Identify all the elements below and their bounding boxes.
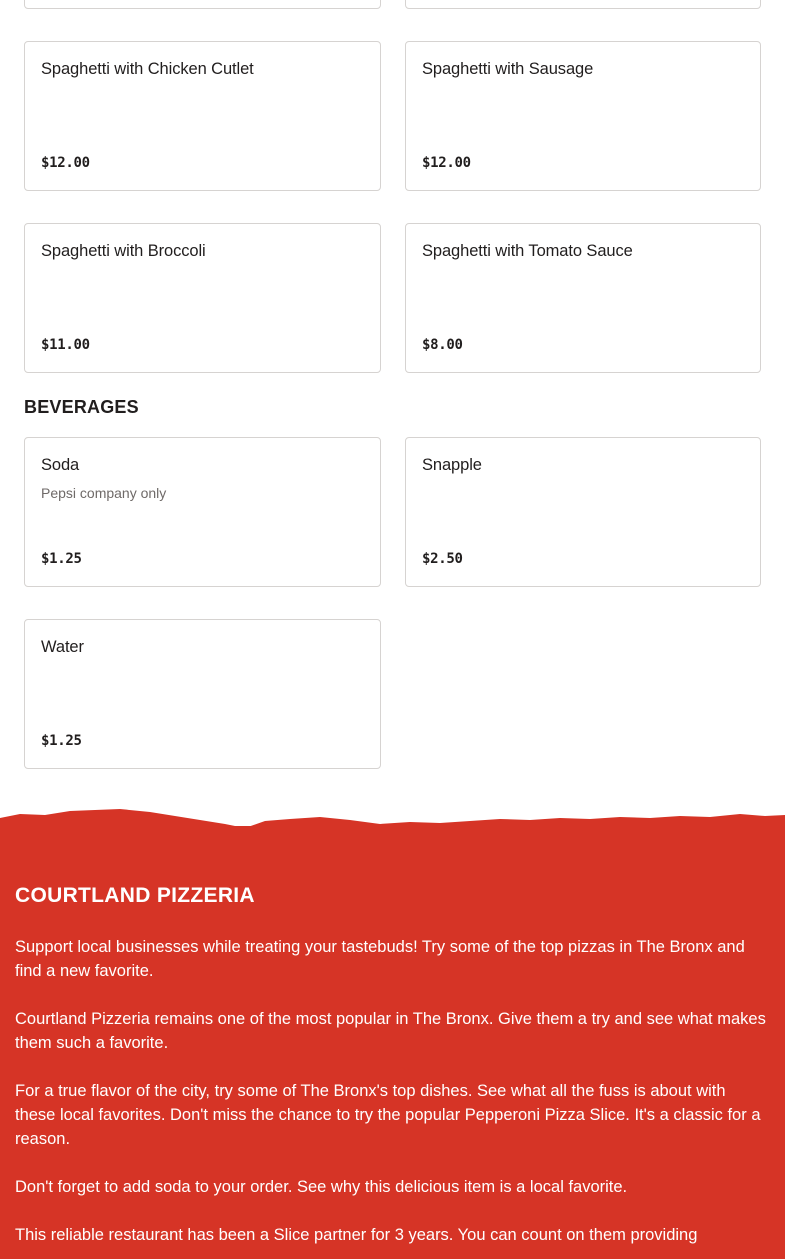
- menu-item-price: $1.25: [41, 551, 82, 567]
- menu-item-card[interactable]: [405, 223, 761, 373]
- about-paragraph: Support local businesses while treating your tastebuds! Try some of the top pizzas in The Bronx and find a new favorite.: [15, 938, 745, 980]
- previous-cards-row: [24, 0, 761, 9]
- about-paragraph: This reliable restaurant has been a Slice partner for 3 years. You can count on them providing: [15, 1226, 698, 1244]
- menu-item-name: Spaghetti with Chicken Cutlet: [41, 60, 254, 78]
- menu-item-description: Pepsi company only: [41, 485, 167, 501]
- about-paragraph: Courtland Pizzeria remains one of the most popular in The Bronx. Give them a try and see what makes them such a favorite.: [15, 1010, 766, 1052]
- menu-item-price: $11.00: [41, 337, 90, 353]
- menu-item-name: Snapple: [422, 456, 482, 474]
- menu-item-card[interactable]: [24, 223, 381, 373]
- menu-item-price: $8.00: [422, 337, 463, 353]
- menu-item-name: Spaghetti with Sausage: [422, 60, 594, 78]
- restaurant-about-footer: [0, 806, 785, 1259]
- menu-item-card[interactable]: [405, 0, 761, 9]
- menu-item-price: $12.00: [422, 155, 471, 171]
- restaurant-name-heading: COURTLAND PIZZERIA: [15, 884, 255, 907]
- menu-item-name: Spaghetti with Broccoli: [41, 242, 206, 260]
- menu-item-card[interactable]: [24, 619, 381, 769]
- menu-item-card[interactable]: [24, 437, 381, 587]
- menu-item-price: $12.00: [41, 155, 90, 171]
- menu-item-price: $2.50: [422, 551, 463, 567]
- menu-item-name: Water: [41, 638, 84, 656]
- menu-item-card[interactable]: [405, 41, 761, 191]
- menu-item-card[interactable]: [24, 0, 381, 9]
- menu-item-price: $1.25: [41, 733, 82, 749]
- about-paragraph: Don't forget to add soda to your order. See why this delicious item is a local favorite.: [15, 1178, 628, 1196]
- about-paragraph: For a true flavor of the city, try some of The Bronx's top dishes. See what all the fuss is about with these local favorites. Don't miss the chance to try the popular Pepperoni Pizza Slice. It's a classic for a reason.: [15, 1082, 761, 1148]
- menu-item-name: Spaghetti with Tomato Sauce: [422, 242, 633, 260]
- section-heading-beverages: BEVERAGES: [24, 397, 139, 417]
- menu-item-name: Soda: [41, 456, 80, 474]
- menu-item-card[interactable]: [405, 437, 761, 587]
- menu-item-card[interactable]: [24, 41, 381, 191]
